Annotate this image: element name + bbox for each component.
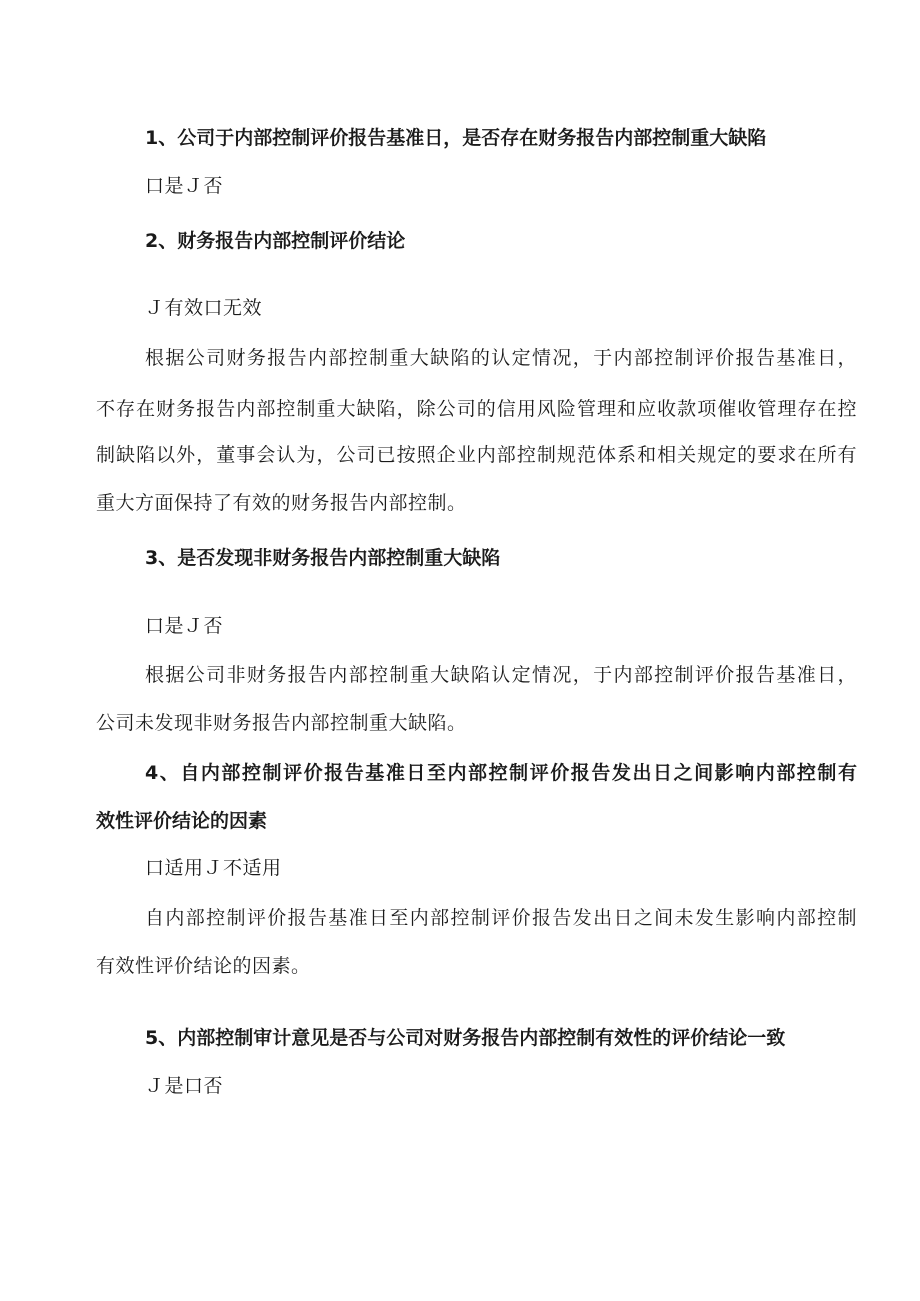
section-4-answer: 口适用Ｊ不适用 bbox=[145, 857, 282, 879]
section-3-paragraph-line-2: 公司未发现非财务报告内部控制重大缺陷。 bbox=[96, 712, 467, 734]
section-1-heading: 1、公司于内部控制评价报告基准日，是否存在财务报告内部控制重大缺陷 bbox=[145, 127, 767, 149]
section-2-paragraph-line-2: 不存在财务报告内部控制重大缺陷，除公司的信用风险管理和应收款项催收管理存在控 bbox=[96, 398, 857, 420]
section-3-paragraph-line-1: 根据公司非财务报告内部控制重大缺陷认定情况，于内部控制评价报告基准日， bbox=[145, 664, 857, 686]
section-2-paragraph-line-1: 根据公司财务报告内部控制重大缺陷的认定情况，于内部控制评价报告基准日， bbox=[145, 347, 857, 369]
section-2-paragraph-line-4: 重大方面保持了有效的财务报告内部控制。 bbox=[96, 492, 467, 514]
section-3-answer: 口是Ｊ否 bbox=[145, 615, 224, 637]
section-2-answer: Ｊ有效口无效 bbox=[145, 297, 263, 319]
section-4-paragraph-line-1: 自内部控制评价报告基准日至内部控制评价报告发出日之间未发生影响内部控制 bbox=[145, 907, 857, 929]
section-4-heading-line-2: 效性评价结论的因素 bbox=[96, 810, 268, 832]
section-2-heading: 2、财务报告内部控制评价结论 bbox=[145, 230, 406, 252]
section-3-heading: 3、是否发现非财务报告内部控制重大缺陷 bbox=[145, 547, 501, 569]
section-2-paragraph-line-3: 制缺陷以外，董事会认为，公司已按照企业内部控制规范体系和相关规定的要求在所有 bbox=[96, 444, 857, 466]
section-5-answer: Ｊ是口否 bbox=[145, 1075, 224, 1097]
section-5-heading: 5、内部控制审计意见是否与公司对财务报告内部控制有效性的评价结论一致 bbox=[145, 1027, 786, 1049]
section-4-paragraph-line-2: 有效性评价结论的因素。 bbox=[96, 955, 311, 977]
section-4-heading-line-1: 4、自内部控制评价报告基准日至内部控制评价报告发出日之间影响内部控制有 bbox=[145, 762, 857, 784]
section-1-answer: 口是Ｊ否 bbox=[145, 175, 224, 197]
